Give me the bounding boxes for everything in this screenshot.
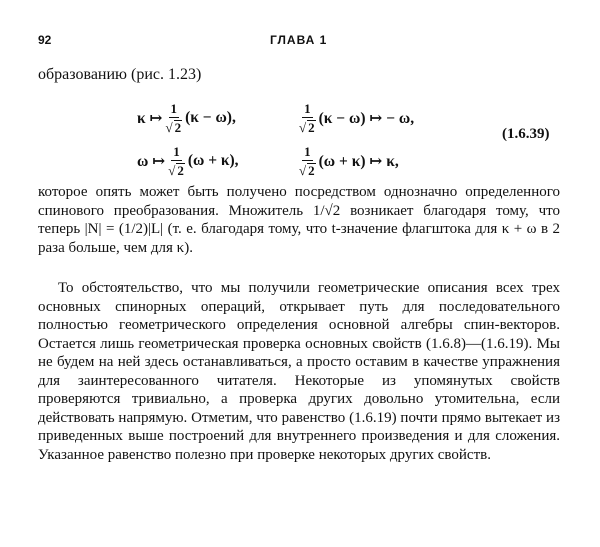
- fraction: $\frac{1}{√ 2}$: [299, 144, 315, 178]
- equation-2a-rhs: (ω + κ),: [187, 152, 239, 169]
- equation-2a: [137, 141, 239, 181]
- equation-1a-rhs: (κ − ω),: [185, 109, 236, 126]
- equation-1b-rhs: (κ − ω) ↦ − ω,: [318, 110, 415, 127]
- equation-1b: [296, 98, 414, 138]
- paragraph-1: [38, 183, 560, 257]
- equation-2b: [296, 141, 399, 181]
- intro-line: образованию (рис. 1.23): [38, 66, 202, 83]
- equation-2b-rhs: (ω + κ) ↦ κ,: [318, 153, 399, 170]
- equation-number: (1.6.39): [502, 126, 550, 142]
- equation-1a: [137, 98, 236, 138]
- page-header: [38, 33, 562, 53]
- fraction: $\frac{1}{√ 2}$: [168, 144, 184, 178]
- fraction: $\frac{1}{√ 2}$: [299, 101, 315, 135]
- paragraph-2: [38, 279, 560, 464]
- equation-row-2: [0, 141, 600, 181]
- chapter-title: ГЛАВА 1: [270, 33, 328, 47]
- equation-2a-lhs: ω ↦: [137, 153, 166, 170]
- paragraph-1-text: которое опять может быть получено посредством однозначно определенного спинового преобразования. Множитель 1/√2 возникает благодаря тому, что теперь |N| = (1/2)|L| (т. е. благодаря тому, что t-значение флагштока для κ + ω в 2 раза больше, чем для κ).: [38, 184, 560, 256]
- equation-1a-lhs: κ ↦: [137, 110, 163, 127]
- paragraph-2-text: То обстоятельство, что мы получили геометрические описания всех трех основных спинорных операций, открывает путь для последовательного полностью геометрического определения основной алгебры спин-векторов. Остается лишь геометрическая проверка основных свойств (1.6.8)—(1.6.19). Мы не будем на ней здесь останавливаться, а просто оставим в качестве упражнения для заинтересованного читателя. Некоторые из упомянутых свойств проверяются тривиально, а проверка других довольно утомительна, если действовать напрямую. Отметим, что равенство (1.6.19) почти прямо вытекает из приведенных выше построений для внутреннего произведения и для сложения. Указанное равенство полезно при проверке некоторых других свойств.: [38, 280, 560, 463]
- page-number: 92: [38, 33, 52, 47]
- fraction: $\frac{1}{√ 2}$: [165, 101, 182, 135]
